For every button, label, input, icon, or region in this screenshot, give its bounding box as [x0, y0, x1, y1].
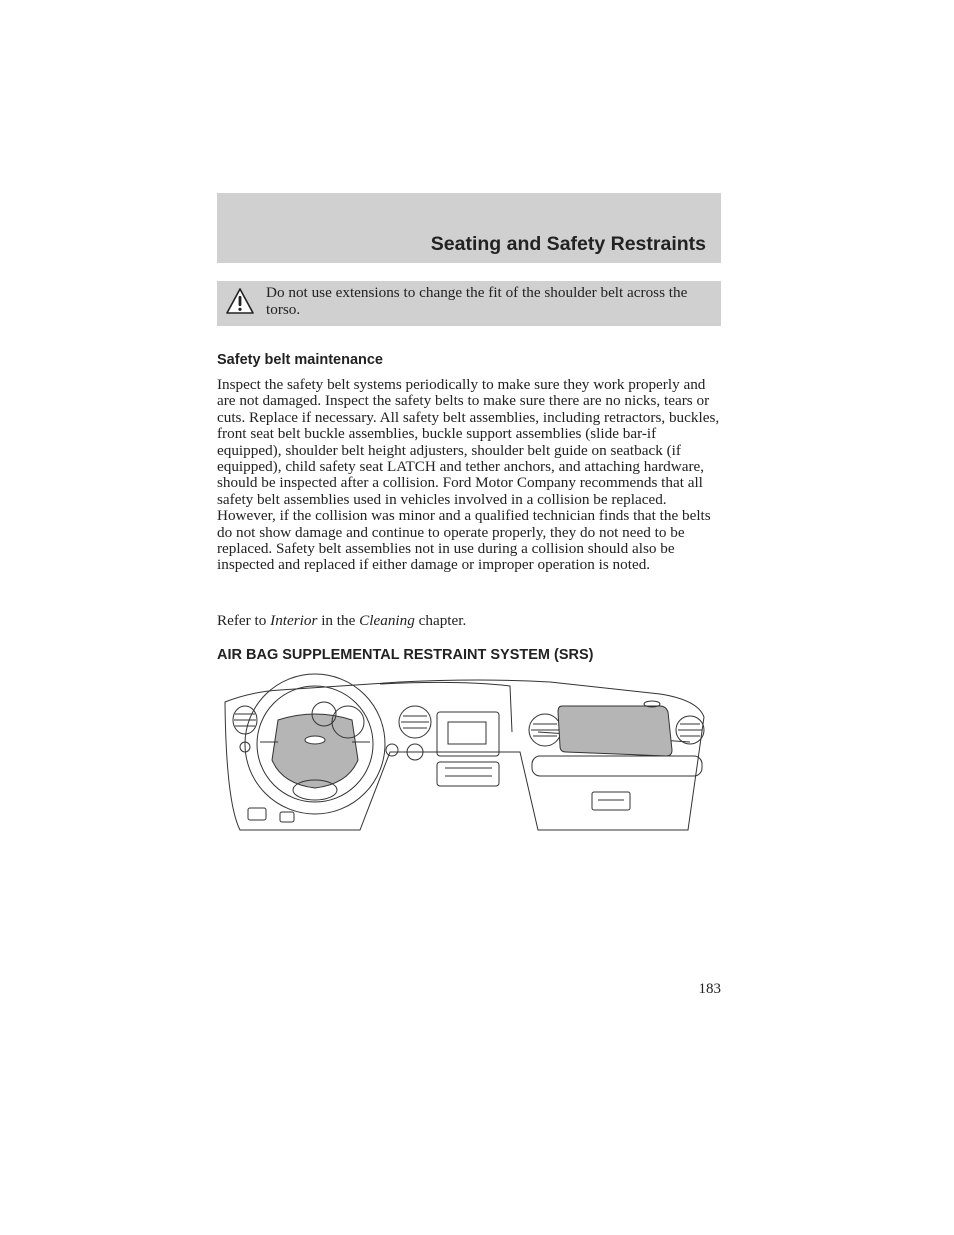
- passenger-airbag-cover: [558, 706, 672, 756]
- refer-prefix: Refer to: [217, 612, 271, 629]
- section-heading-maintenance: Safety belt maintenance: [217, 352, 383, 368]
- maintenance-paragraph: Inspect the safety belt systems periodically to make sure they work properly and are not damaged. Inspect the safety belts to make sure there are no nicks, tears or cuts. Replace if necessary. All safety belt assemblies, including retractors, buckles, front seat belt buckle assemblies, buckle support assemblies (slide bar-if equipped), shoulder belt height adjusters, shoulder belt guide on seatback (if equipped), child safety seat LATCH and tether anchors, and attaching hardware, should be inspected after a collision. Ford Motor Company recommends that all safety belt assemblies used in vehicles involved in a collision be replaced. However, if the collision was minor and a qualified technician finds that the belts do not show damage and continue to operate properly, they do not need to be replaced. Safety belt assemblies not in use during a collision should also be inspected and replaced if either damage or improper operation is noted.: [217, 376, 720, 574]
- refer-middle: in the: [317, 612, 360, 629]
- refer-suffix: chapter.: [414, 612, 467, 629]
- warning-triangle-icon: [225, 287, 255, 315]
- chapter-title: Seating and Safety Restraints: [430, 233, 706, 255]
- refer-cleaning-link: Cleaning: [359, 612, 415, 629]
- center-stack: [386, 706, 499, 786]
- page-number: 183: [698, 981, 721, 997]
- refer-interior-link: Interior: [270, 612, 318, 629]
- refer-paragraph: [217, 613, 723, 629]
- warning-box: [217, 281, 721, 326]
- warning-text: Do not use extensions to change the fit of the shoulder belt across the torso.: [266, 284, 688, 318]
- section-heading-airbag: AIR BAG SUPPLEMENTAL RESTRAINT SYSTEM (SRS): [217, 647, 594, 663]
- chapter-header: [217, 193, 721, 263]
- dashboard-airbag-illustration: [220, 672, 710, 834]
- steering-wheel: [245, 674, 385, 814]
